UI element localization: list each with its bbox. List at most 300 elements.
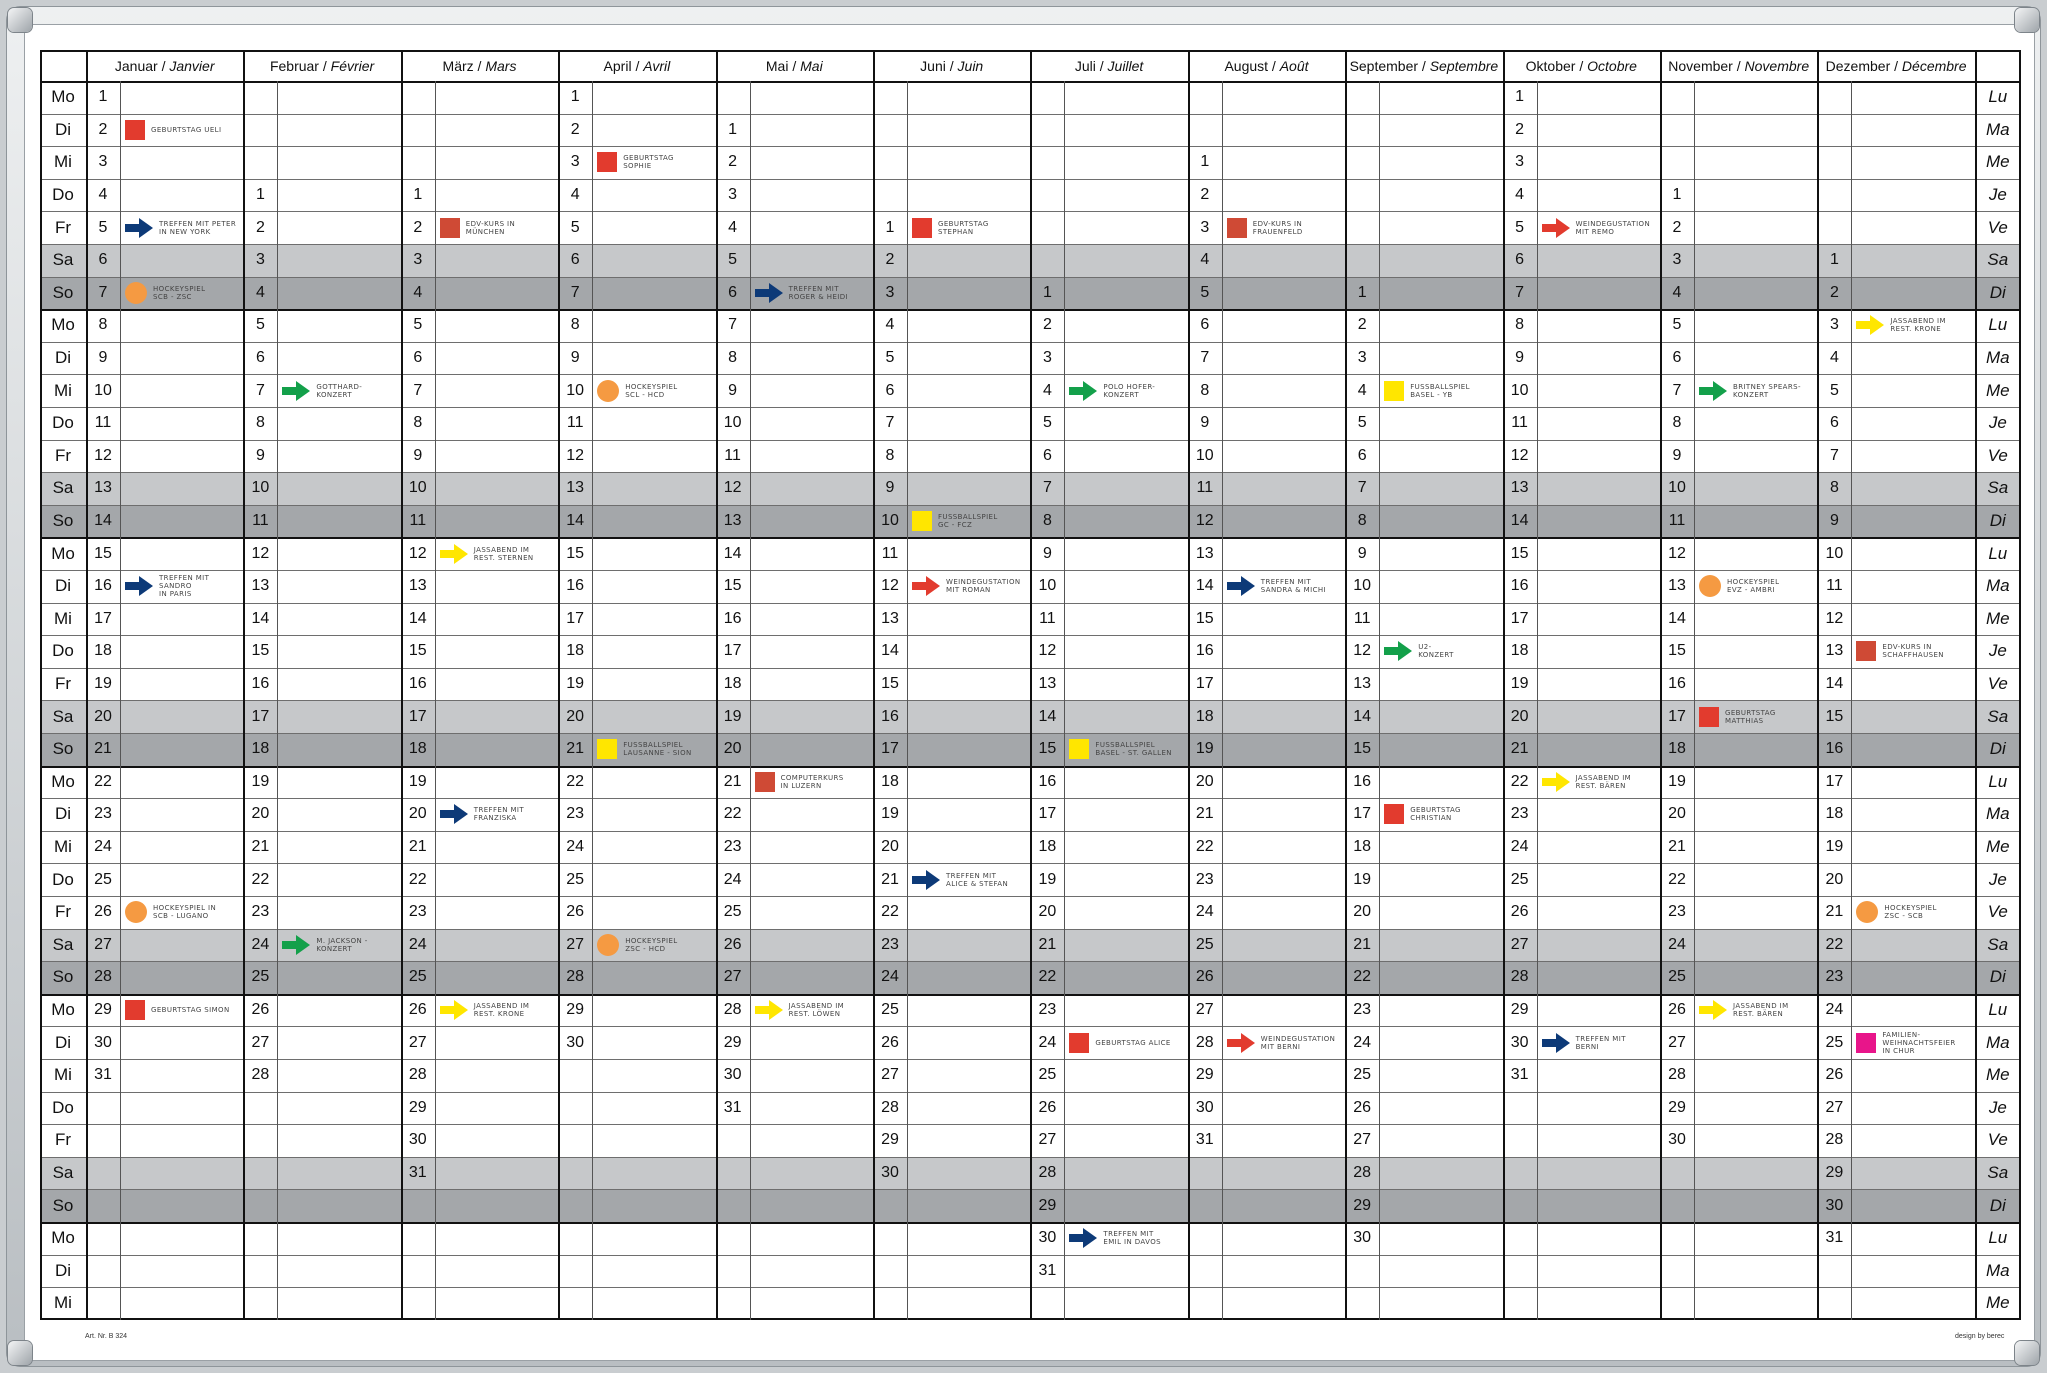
day-note-slot[interactable] xyxy=(1851,929,1974,962)
day-note-slot[interactable] xyxy=(907,1026,1030,1059)
day-note-slot[interactable] xyxy=(277,244,400,277)
day-note-slot[interactable] xyxy=(1222,440,1345,473)
square-magnet-icon[interactable] xyxy=(912,218,932,238)
calendar-event[interactable] xyxy=(1699,374,1814,407)
circle-magnet-icon[interactable] xyxy=(125,901,147,923)
day-note-slot[interactable] xyxy=(1851,342,1974,375)
day-note-slot[interactable] xyxy=(1851,1189,1974,1222)
day-note-slot[interactable] xyxy=(592,407,715,440)
day-note-slot[interactable] xyxy=(750,831,873,864)
day-note-slot[interactable] xyxy=(750,342,873,375)
day-note-slot[interactable] xyxy=(1379,1222,1502,1255)
day-note-slot[interactable] xyxy=(750,570,873,603)
square-magnet-icon[interactable] xyxy=(597,152,617,172)
day-note-slot[interactable] xyxy=(1379,537,1502,570)
day-note-slot[interactable] xyxy=(750,407,873,440)
day-note-slot[interactable] xyxy=(750,863,873,896)
day-note-slot[interactable] xyxy=(750,798,873,831)
day-note-slot[interactable] xyxy=(435,1092,558,1125)
day-note-slot[interactable] xyxy=(1379,309,1502,342)
day-note-slot[interactable] xyxy=(1694,896,1817,929)
calendar-event[interactable] xyxy=(1699,570,1814,603)
day-note-slot[interactable] xyxy=(907,244,1030,277)
day-note-slot[interactable] xyxy=(1694,929,1817,962)
day-note-slot[interactable] xyxy=(435,700,558,733)
day-note-slot[interactable] xyxy=(1064,1157,1187,1190)
day-note-slot[interactable] xyxy=(592,603,715,636)
calendar-event[interactable] xyxy=(1384,798,1499,831)
circle-magnet-icon[interactable] xyxy=(597,380,619,402)
day-note-slot[interactable] xyxy=(750,961,873,994)
day-note-slot[interactable] xyxy=(1222,1092,1345,1125)
calendar-event[interactable] xyxy=(125,570,240,603)
day-note-slot[interactable] xyxy=(435,1026,558,1059)
day-note-slot[interactable] xyxy=(592,342,715,375)
day-note-slot[interactable] xyxy=(592,570,715,603)
day-note-slot[interactable] xyxy=(1379,1059,1502,1092)
day-note-slot[interactable] xyxy=(1694,309,1817,342)
day-note-slot[interactable] xyxy=(750,211,873,244)
day-note-slot[interactable] xyxy=(435,309,558,342)
day-note-slot[interactable] xyxy=(120,863,243,896)
day-note-slot[interactable] xyxy=(750,1026,873,1059)
day-note-slot[interactable] xyxy=(1379,831,1502,864)
day-note-slot[interactable] xyxy=(592,896,715,929)
day-note-slot[interactable] xyxy=(1064,831,1187,864)
day-note-slot[interactable] xyxy=(120,244,243,277)
day-note-slot[interactable] xyxy=(1537,374,1660,407)
square-magnet-icon[interactable] xyxy=(1069,739,1089,759)
arrow-marker-icon[interactable] xyxy=(440,1000,468,1020)
calendar-event[interactable] xyxy=(1069,374,1184,407)
arrow-marker-icon[interactable] xyxy=(1856,315,1884,335)
day-note-slot[interactable] xyxy=(592,81,715,114)
day-note-slot[interactable] xyxy=(277,342,400,375)
day-note-slot[interactable] xyxy=(1851,440,1974,473)
day-note-slot[interactable] xyxy=(1537,114,1660,147)
arrow-marker-icon[interactable] xyxy=(1542,218,1570,238)
calendar-event[interactable] xyxy=(1384,374,1499,407)
day-note-slot[interactable] xyxy=(592,179,715,212)
day-note-slot[interactable] xyxy=(1537,81,1660,114)
day-note-slot[interactable] xyxy=(907,635,1030,668)
arrow-marker-icon[interactable] xyxy=(912,870,940,890)
arrow-marker-icon[interactable] xyxy=(1069,1228,1097,1248)
circle-magnet-icon[interactable] xyxy=(125,282,147,304)
square-magnet-icon[interactable] xyxy=(125,120,145,140)
day-note-slot[interactable] xyxy=(750,635,873,668)
square-magnet-icon[interactable] xyxy=(440,218,460,238)
day-note-slot[interactable] xyxy=(1851,831,1974,864)
day-note-slot[interactable] xyxy=(435,733,558,766)
day-note-slot[interactable] xyxy=(1694,505,1817,538)
day-note-slot[interactable] xyxy=(907,700,1030,733)
day-note-slot[interactable] xyxy=(1379,896,1502,929)
day-note-slot[interactable] xyxy=(1694,831,1817,864)
day-note-slot[interactable] xyxy=(750,1092,873,1125)
calendar-event[interactable] xyxy=(755,994,870,1027)
day-note-slot[interactable] xyxy=(1537,929,1660,962)
day-note-slot[interactable] xyxy=(1537,668,1660,701)
day-note-slot[interactable] xyxy=(1222,374,1345,407)
day-note-slot[interactable] xyxy=(1694,668,1817,701)
day-note-slot[interactable] xyxy=(592,211,715,244)
day-note-slot[interactable] xyxy=(1064,603,1187,636)
square-magnet-icon[interactable] xyxy=(1384,381,1404,401)
calendar-event[interactable] xyxy=(597,374,712,407)
day-note-slot[interactable] xyxy=(277,635,400,668)
day-note-slot[interactable] xyxy=(1379,1189,1502,1222)
day-note-slot[interactable] xyxy=(1537,961,1660,994)
calendar-event[interactable] xyxy=(755,277,870,310)
day-note-slot[interactable] xyxy=(907,603,1030,636)
square-magnet-icon[interactable] xyxy=(1227,218,1247,238)
calendar-event[interactable] xyxy=(1542,1026,1657,1059)
day-note-slot[interactable] xyxy=(750,733,873,766)
calendar-event[interactable] xyxy=(912,505,1027,538)
day-note-slot[interactable] xyxy=(277,831,400,864)
day-note-slot[interactable] xyxy=(1851,374,1974,407)
day-note-slot[interactable] xyxy=(1694,211,1817,244)
day-note-slot[interactable] xyxy=(277,766,400,799)
day-note-slot[interactable] xyxy=(1064,1189,1187,1222)
arrow-marker-icon[interactable] xyxy=(125,576,153,596)
day-note-slot[interactable] xyxy=(435,472,558,505)
day-note-slot[interactable] xyxy=(1222,994,1345,1027)
day-note-slot[interactable] xyxy=(1064,309,1187,342)
day-note-slot[interactable] xyxy=(1222,505,1345,538)
day-note-slot[interactable] xyxy=(1851,863,1974,896)
calendar-event[interactable] xyxy=(1542,766,1657,799)
day-note-slot[interactable] xyxy=(907,929,1030,962)
day-note-slot[interactable] xyxy=(1851,1157,1974,1190)
day-note-slot[interactable] xyxy=(1694,798,1817,831)
calendar-event[interactable] xyxy=(440,537,555,570)
day-note-slot[interactable] xyxy=(1064,1059,1187,1092)
day-note-slot[interactable] xyxy=(1064,440,1187,473)
day-note-slot[interactable] xyxy=(1537,1059,1660,1092)
day-note-slot[interactable] xyxy=(907,342,1030,375)
day-note-slot[interactable] xyxy=(277,603,400,636)
arrow-marker-icon[interactable] xyxy=(1069,381,1097,401)
day-note-slot[interactable] xyxy=(277,277,400,310)
day-note-slot[interactable] xyxy=(1537,896,1660,929)
day-note-slot[interactable] xyxy=(1694,179,1817,212)
day-note-slot[interactable] xyxy=(750,668,873,701)
day-note-slot[interactable] xyxy=(750,603,873,636)
day-note-slot[interactable] xyxy=(750,244,873,277)
square-magnet-icon[interactable] xyxy=(1856,1033,1876,1053)
circle-magnet-icon[interactable] xyxy=(597,934,619,956)
day-note-slot[interactable] xyxy=(1694,407,1817,440)
day-note-slot[interactable] xyxy=(1694,733,1817,766)
day-note-slot[interactable] xyxy=(435,440,558,473)
day-note-slot[interactable] xyxy=(120,961,243,994)
day-note-slot[interactable] xyxy=(1851,1124,1974,1157)
day-note-slot[interactable] xyxy=(1851,570,1974,603)
day-note-slot[interactable] xyxy=(435,277,558,310)
day-note-slot[interactable] xyxy=(120,81,243,114)
day-note-slot[interactable] xyxy=(1379,961,1502,994)
square-magnet-icon[interactable] xyxy=(1069,1033,1089,1053)
day-note-slot[interactable] xyxy=(1222,766,1345,799)
day-note-slot[interactable] xyxy=(277,179,400,212)
day-note-slot[interactable] xyxy=(435,1124,558,1157)
day-note-slot[interactable] xyxy=(750,896,873,929)
day-note-slot[interactable] xyxy=(435,342,558,375)
day-note-slot[interactable] xyxy=(592,537,715,570)
day-note-slot[interactable] xyxy=(1379,1124,1502,1157)
day-note-slot[interactable] xyxy=(1537,994,1660,1027)
calendar-event[interactable] xyxy=(1856,896,1971,929)
day-note-slot[interactable] xyxy=(592,114,715,147)
day-note-slot[interactable] xyxy=(435,1059,558,1092)
day-note-slot[interactable] xyxy=(907,961,1030,994)
day-note-slot[interactable] xyxy=(750,114,873,147)
day-note-slot[interactable] xyxy=(1537,537,1660,570)
day-note-slot[interactable] xyxy=(1379,440,1502,473)
day-note-slot[interactable] xyxy=(592,700,715,733)
day-note-slot[interactable] xyxy=(277,1059,400,1092)
day-note-slot[interactable] xyxy=(750,929,873,962)
day-note-slot[interactable] xyxy=(592,440,715,473)
day-note-slot[interactable] xyxy=(1064,994,1187,1027)
day-note-slot[interactable] xyxy=(120,798,243,831)
day-note-slot[interactable] xyxy=(907,896,1030,929)
day-note-slot[interactable] xyxy=(1537,733,1660,766)
calendar-event[interactable] xyxy=(1069,1222,1184,1255)
day-note-slot[interactable] xyxy=(435,831,558,864)
day-note-slot[interactable] xyxy=(120,472,243,505)
day-note-slot[interactable] xyxy=(120,505,243,538)
day-note-slot[interactable] xyxy=(1537,146,1660,179)
day-note-slot[interactable] xyxy=(1851,994,1974,1027)
day-note-slot[interactable] xyxy=(1379,407,1502,440)
calendar-event[interactable] xyxy=(597,929,712,962)
calendar-event[interactable] xyxy=(1227,211,1342,244)
day-note-slot[interactable] xyxy=(435,766,558,799)
day-note-slot[interactable] xyxy=(1064,505,1187,538)
day-note-slot[interactable] xyxy=(592,863,715,896)
day-note-slot[interactable] xyxy=(907,407,1030,440)
day-note-slot[interactable] xyxy=(592,994,715,1027)
day-note-slot[interactable] xyxy=(1537,440,1660,473)
day-note-slot[interactable] xyxy=(277,407,400,440)
day-note-slot[interactable] xyxy=(1694,766,1817,799)
day-note-slot[interactable] xyxy=(1851,277,1974,310)
day-note-slot[interactable] xyxy=(750,179,873,212)
day-note-slot[interactable] xyxy=(1379,766,1502,799)
day-note-slot[interactable] xyxy=(1222,1124,1345,1157)
day-note-slot[interactable] xyxy=(592,244,715,277)
day-note-slot[interactable] xyxy=(1064,766,1187,799)
day-note-slot[interactable] xyxy=(435,863,558,896)
calendar-event[interactable] xyxy=(912,211,1027,244)
day-note-slot[interactable] xyxy=(1851,537,1974,570)
day-note-slot[interactable] xyxy=(1379,1026,1502,1059)
day-note-slot[interactable] xyxy=(277,505,400,538)
day-note-slot[interactable] xyxy=(1379,342,1502,375)
day-note-slot[interactable] xyxy=(1064,1124,1187,1157)
day-note-slot[interactable] xyxy=(1851,733,1974,766)
day-note-slot[interactable] xyxy=(120,635,243,668)
arrow-marker-icon[interactable] xyxy=(1699,1000,1727,1020)
day-note-slot[interactable] xyxy=(1222,342,1345,375)
day-note-slot[interactable] xyxy=(1851,1059,1974,1092)
day-note-slot[interactable] xyxy=(1537,309,1660,342)
day-note-slot[interactable] xyxy=(435,505,558,538)
day-note-slot[interactable] xyxy=(120,1059,243,1092)
day-note-slot[interactable] xyxy=(435,668,558,701)
calendar-event[interactable] xyxy=(282,374,397,407)
day-note-slot[interactable] xyxy=(1064,961,1187,994)
square-magnet-icon[interactable] xyxy=(597,739,617,759)
day-note-slot[interactable] xyxy=(1851,766,1974,799)
day-note-slot[interactable] xyxy=(120,1026,243,1059)
day-note-slot[interactable] xyxy=(1064,277,1187,310)
day-note-slot[interactable] xyxy=(1064,668,1187,701)
day-note-slot[interactable] xyxy=(1851,700,1974,733)
day-note-slot[interactable] xyxy=(1379,603,1502,636)
day-note-slot[interactable] xyxy=(1064,407,1187,440)
day-note-slot[interactable] xyxy=(1379,700,1502,733)
day-note-slot[interactable] xyxy=(1222,635,1345,668)
day-note-slot[interactable] xyxy=(277,961,400,994)
arrow-marker-icon[interactable] xyxy=(282,935,310,955)
day-note-slot[interactable] xyxy=(1064,342,1187,375)
day-note-slot[interactable] xyxy=(750,472,873,505)
day-note-slot[interactable] xyxy=(1851,1222,1974,1255)
calendar-event[interactable] xyxy=(1384,635,1499,668)
day-note-slot[interactable] xyxy=(907,537,1030,570)
day-note-slot[interactable] xyxy=(750,309,873,342)
day-note-slot[interactable] xyxy=(1379,668,1502,701)
calendar-event[interactable] xyxy=(912,863,1027,896)
calendar-event[interactable] xyxy=(1227,1026,1342,1059)
day-note-slot[interactable] xyxy=(592,831,715,864)
day-note-slot[interactable] xyxy=(1694,635,1817,668)
day-note-slot[interactable] xyxy=(1694,1059,1817,1092)
day-note-slot[interactable] xyxy=(1222,929,1345,962)
day-note-slot[interactable] xyxy=(277,440,400,473)
day-note-slot[interactable] xyxy=(907,994,1030,1027)
day-note-slot[interactable] xyxy=(1694,472,1817,505)
square-magnet-icon[interactable] xyxy=(1699,707,1719,727)
day-note-slot[interactable] xyxy=(592,277,715,310)
day-note-slot[interactable] xyxy=(1537,603,1660,636)
day-note-slot[interactable] xyxy=(1694,440,1817,473)
day-note-slot[interactable] xyxy=(1851,407,1974,440)
day-note-slot[interactable] xyxy=(435,570,558,603)
day-note-slot[interactable] xyxy=(1379,505,1502,538)
day-note-slot[interactable] xyxy=(277,309,400,342)
arrow-marker-icon[interactable] xyxy=(282,381,310,401)
calendar-event[interactable] xyxy=(1856,1026,1971,1059)
arrow-marker-icon[interactable] xyxy=(755,1000,783,1020)
day-note-slot[interactable] xyxy=(1694,537,1817,570)
day-note-slot[interactable] xyxy=(750,146,873,179)
day-note-slot[interactable] xyxy=(1537,277,1660,310)
arrow-marker-icon[interactable] xyxy=(440,804,468,824)
day-note-slot[interactable] xyxy=(907,472,1030,505)
calendar-event[interactable] xyxy=(1856,635,1971,668)
day-note-slot[interactable] xyxy=(1064,537,1187,570)
day-note-slot[interactable] xyxy=(1222,733,1345,766)
day-note-slot[interactable] xyxy=(1694,277,1817,310)
day-note-slot[interactable] xyxy=(120,929,243,962)
day-note-slot[interactable] xyxy=(592,766,715,799)
day-note-slot[interactable] xyxy=(1064,1092,1187,1125)
day-note-slot[interactable] xyxy=(1537,570,1660,603)
day-note-slot[interactable] xyxy=(277,537,400,570)
calendar-event[interactable] xyxy=(282,929,397,962)
day-note-slot[interactable] xyxy=(1379,929,1502,962)
day-note-slot[interactable] xyxy=(907,798,1030,831)
day-note-slot[interactable] xyxy=(907,668,1030,701)
square-magnet-icon[interactable] xyxy=(1856,641,1876,661)
day-note-slot[interactable] xyxy=(1064,863,1187,896)
day-note-slot[interactable] xyxy=(1537,407,1660,440)
day-note-slot[interactable] xyxy=(277,1026,400,1059)
day-note-slot[interactable] xyxy=(1222,798,1345,831)
day-note-slot[interactable] xyxy=(1222,863,1345,896)
calendar-event[interactable] xyxy=(1542,211,1657,244)
day-note-slot[interactable] xyxy=(750,374,873,407)
calendar-event[interactable] xyxy=(440,798,555,831)
day-note-slot[interactable] xyxy=(1537,831,1660,864)
calendar-event[interactable] xyxy=(597,146,712,179)
day-note-slot[interactable] xyxy=(1222,961,1345,994)
day-note-slot[interactable] xyxy=(1222,700,1345,733)
day-note-slot[interactable] xyxy=(435,1157,558,1190)
calendar-event[interactable] xyxy=(1069,733,1184,766)
day-note-slot[interactable] xyxy=(1379,863,1502,896)
day-note-slot[interactable] xyxy=(1537,505,1660,538)
calendar-event[interactable] xyxy=(755,766,870,799)
day-note-slot[interactable] xyxy=(1064,570,1187,603)
day-note-slot[interactable] xyxy=(1379,994,1502,1027)
day-note-slot[interactable] xyxy=(435,603,558,636)
day-note-slot[interactable] xyxy=(120,407,243,440)
arrow-marker-icon[interactable] xyxy=(912,576,940,596)
day-note-slot[interactable] xyxy=(1379,1157,1502,1190)
day-note-slot[interactable] xyxy=(1537,342,1660,375)
day-note-slot[interactable] xyxy=(1064,929,1187,962)
day-note-slot[interactable] xyxy=(592,505,715,538)
day-note-slot[interactable] xyxy=(1064,798,1187,831)
day-note-slot[interactable] xyxy=(1851,1092,1974,1125)
day-note-slot[interactable] xyxy=(277,211,400,244)
calendar-event[interactable] xyxy=(1856,309,1971,342)
calendar-event[interactable] xyxy=(125,896,240,929)
day-note-slot[interactable] xyxy=(1222,1059,1345,1092)
arrow-marker-icon[interactable] xyxy=(755,283,783,303)
day-note-slot[interactable] xyxy=(1851,961,1974,994)
day-note-slot[interactable] xyxy=(277,733,400,766)
day-note-slot[interactable] xyxy=(592,309,715,342)
day-note-slot[interactable] xyxy=(277,896,400,929)
calendar-event[interactable] xyxy=(1069,1026,1184,1059)
day-note-slot[interactable] xyxy=(277,994,400,1027)
day-note-slot[interactable] xyxy=(435,929,558,962)
day-note-slot[interactable] xyxy=(277,798,400,831)
calendar-event[interactable] xyxy=(125,277,240,310)
day-note-slot[interactable] xyxy=(907,374,1030,407)
arrow-marker-icon[interactable] xyxy=(1542,772,1570,792)
day-note-slot[interactable] xyxy=(435,896,558,929)
day-note-slot[interactable] xyxy=(907,1092,1030,1125)
day-note-slot[interactable] xyxy=(1222,309,1345,342)
